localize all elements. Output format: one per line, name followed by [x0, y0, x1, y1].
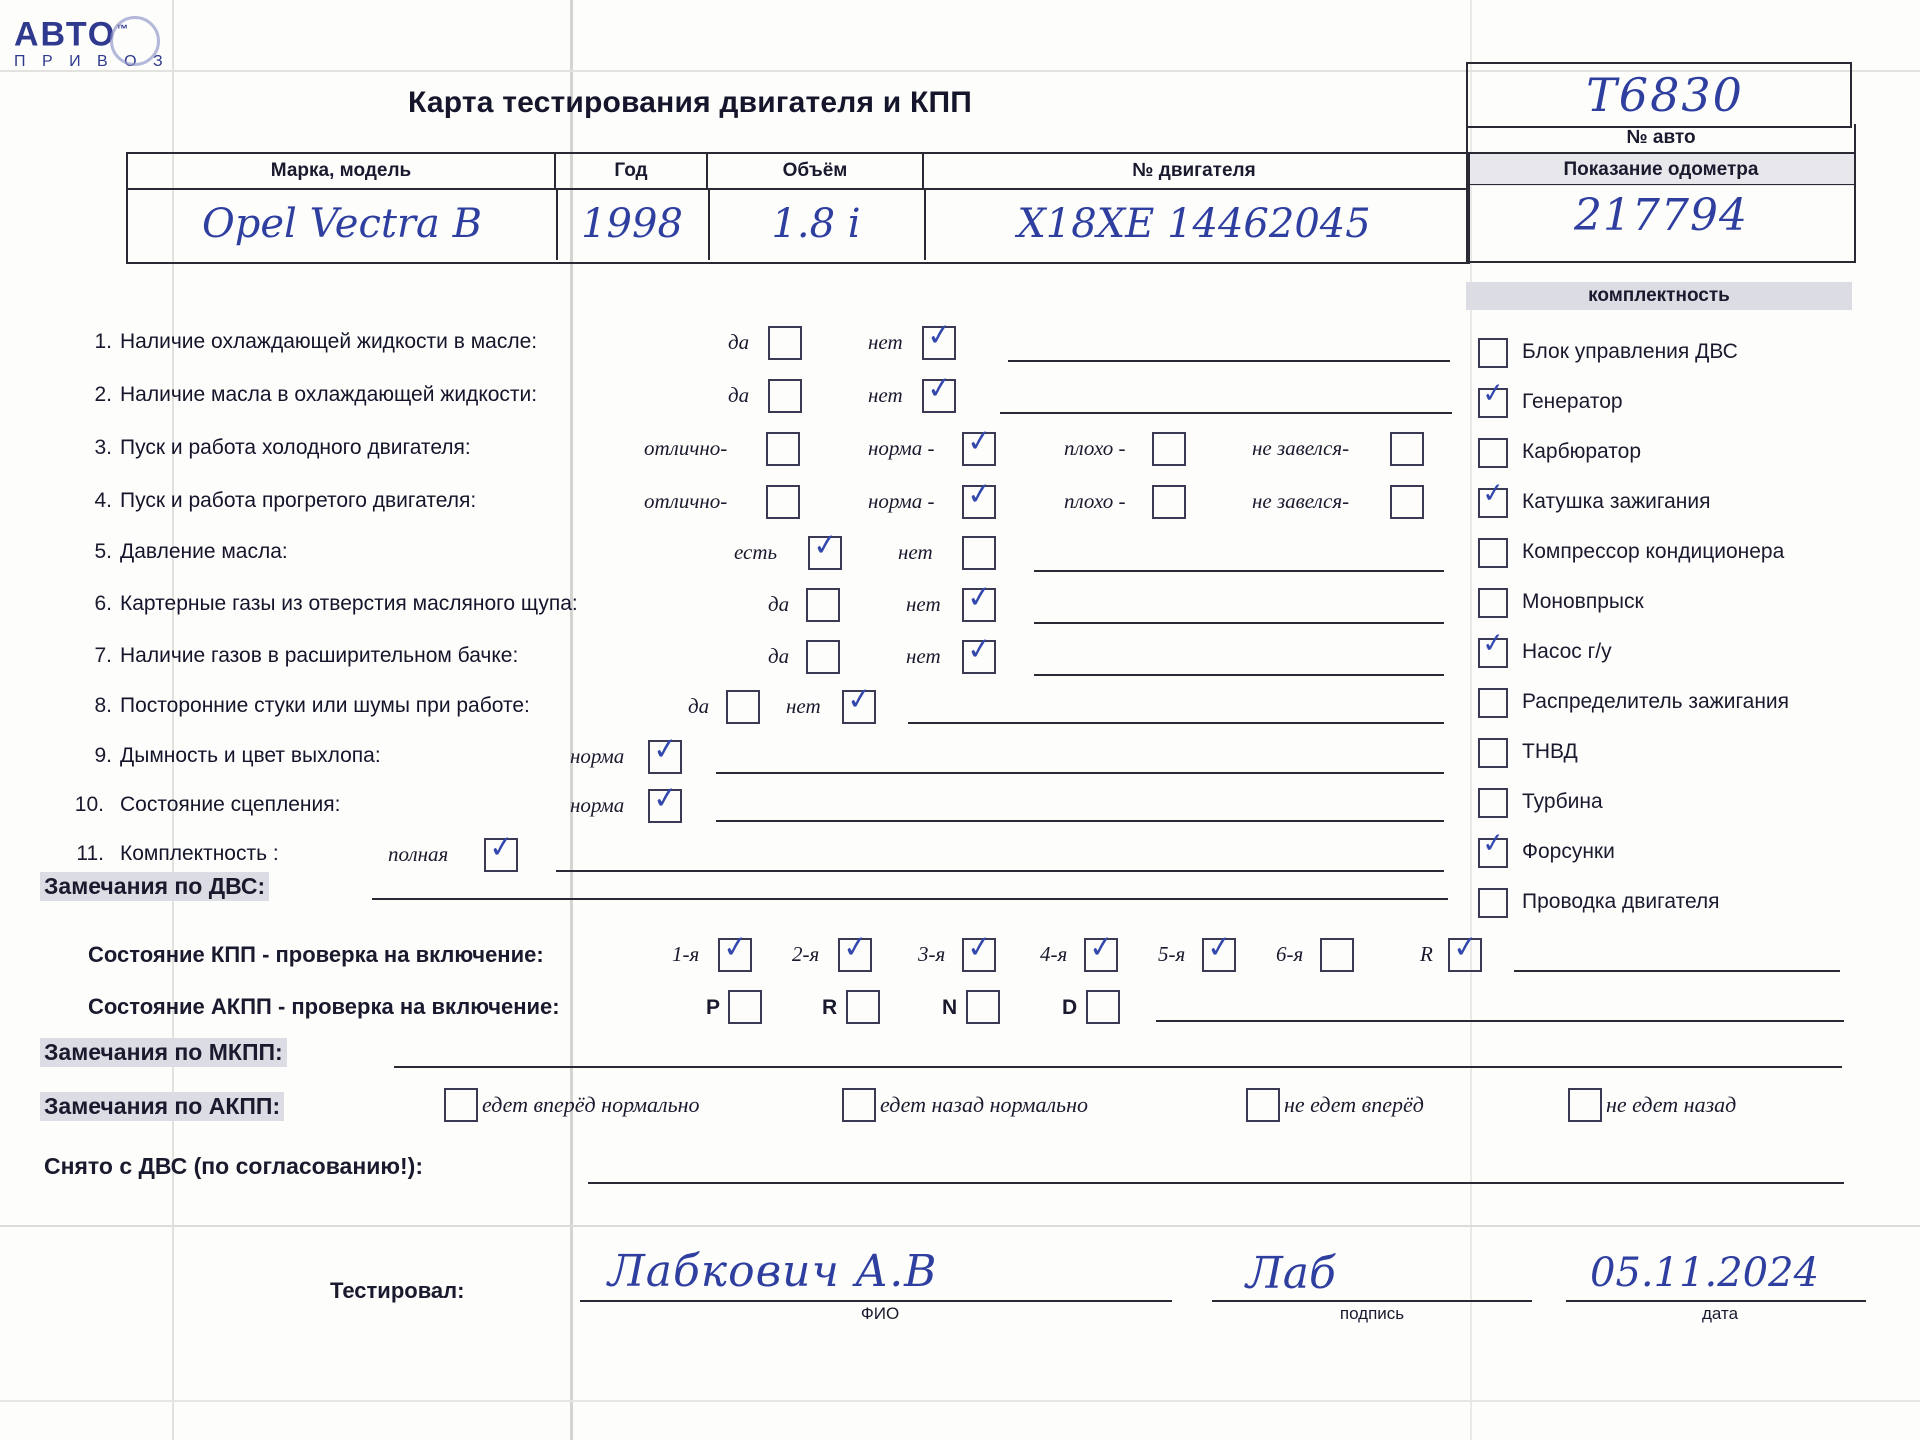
logo-sub-text: П Р И В О З	[14, 53, 169, 71]
list-item-2-label: Наличие масла в охлаждающей жидкости:	[120, 383, 538, 406]
akpp-label: Состояние АКПП - проверка на включение:	[88, 994, 560, 1019]
date-line	[1566, 1300, 1866, 1302]
date-value: 05.11.2024	[1590, 1250, 1820, 1296]
check-mark-icon: ✓	[487, 828, 516, 867]
option-label: не завелся-	[1252, 489, 1350, 513]
list-item-9-label: Дымность и цвет выхлопа:	[120, 744, 381, 767]
notes-mkpp-label: Замечания по МКПП:	[40, 1038, 287, 1067]
checkbox-3-otlichno[interactable]	[766, 432, 800, 466]
akpp-pos-r-label: R	[822, 996, 838, 1019]
option-label: нет	[906, 644, 941, 668]
completeness-checkbox[interactable]	[1478, 626, 1508, 668]
option-label: отлично-	[644, 489, 728, 513]
check-mark-icon: ✓	[965, 928, 994, 967]
gear-label-3: 3-я	[918, 942, 946, 966]
option-label: нет	[906, 592, 941, 616]
akpp-pos-n-label: N	[942, 996, 958, 1019]
completeness-checkbox[interactable]	[1478, 338, 1508, 368]
drive-option-label-0: едет вперёд нормально	[482, 1092, 700, 1117]
odometer-label: Показание одометра	[1466, 152, 1856, 186]
option-label: нет	[786, 694, 821, 718]
akpp-note-line	[1156, 1020, 1844, 1022]
checkbox-10-norma[interactable]	[648, 779, 682, 823]
checkbox-4-ploho[interactable]	[1152, 485, 1186, 519]
completeness-label: Блок управления ДВС	[1522, 340, 1738, 363]
checkbox-6-da[interactable]	[806, 588, 840, 622]
option-label: да	[728, 330, 750, 354]
option-label: плохо -	[1064, 436, 1126, 460]
check-mark-icon: ✓	[1480, 376, 1507, 411]
checkbox-4-norma[interactable]	[962, 475, 996, 519]
completeness-label: ТНВД	[1522, 740, 1578, 763]
completeness-label: Генератор	[1522, 390, 1623, 413]
checkbox-3-norma[interactable]	[962, 422, 996, 466]
checkbox-8-net[interactable]	[842, 680, 876, 724]
notes-dvs-line	[372, 898, 1448, 900]
option-label: норма	[570, 793, 625, 817]
completeness-label: Турбина	[1522, 790, 1603, 813]
note-line-2	[1000, 412, 1452, 414]
checkbox-7-net[interactable]	[962, 630, 996, 674]
option-label: норма -	[868, 489, 935, 513]
checkbox-gear-r[interactable]	[1448, 928, 1482, 972]
completeness-checkbox[interactable]	[1478, 688, 1508, 718]
check-mark-icon: ✓	[925, 369, 954, 408]
checkbox-gear-3[interactable]	[962, 928, 996, 972]
list-item-8-label: Посторонние стуки или шумы при работе:	[120, 694, 530, 717]
list-number: 3.	[94, 436, 112, 459]
check-mark-icon: ✓	[651, 779, 680, 818]
completeness-checkbox[interactable]	[1478, 788, 1508, 818]
fold-line-bottom	[0, 1225, 1920, 1227]
check-mark-icon: ✓	[811, 526, 840, 565]
checkbox-4-otlichno[interactable]	[766, 485, 800, 519]
list-item-6-label: Картерные газы из отверстия масляного щупа:	[120, 592, 578, 615]
checkbox-gear-1[interactable]	[718, 928, 752, 972]
car-number-value: Т6830	[1586, 68, 1744, 122]
page-title: Карта тестирования двигателя и КПП	[408, 86, 972, 119]
completeness-label: Насос г/у	[1522, 640, 1612, 663]
list-number: 7.	[94, 644, 112, 667]
completeness-checkbox[interactable]	[1478, 476, 1508, 518]
completeness-label: Форсунки	[1522, 840, 1615, 863]
value-year: 1998	[581, 201, 683, 247]
option-label: норма -	[868, 436, 935, 460]
akpp-pos-d-label: D	[1062, 996, 1078, 1019]
list-item-5-label: Давление масла:	[120, 540, 288, 563]
completeness-label: Моновпрыск	[1522, 590, 1644, 613]
note-line-5	[1034, 570, 1444, 572]
check-mark-icon: ✓	[721, 928, 750, 967]
check-mark-icon: ✓	[1451, 928, 1480, 967]
signature-value: Лаб	[1246, 1248, 1336, 1299]
checkbox-3-ploho[interactable]	[1152, 432, 1186, 466]
gear-label-5: 5-я	[1158, 942, 1186, 966]
checkbox-7-da[interactable]	[806, 640, 840, 674]
completeness-label: Проводка двигателя	[1522, 890, 1720, 913]
col-header-engineno: № двигателя	[1132, 160, 1256, 181]
note-line-9	[716, 772, 1444, 774]
list-item-7-label: Наличие газов в расширительном бачке:	[120, 644, 519, 667]
checkbox-gear-4[interactable]	[1084, 928, 1118, 972]
odometer-value: 217794	[1574, 190, 1748, 241]
value-volume: 1.8 i	[771, 201, 861, 247]
gear-label-2: 2-я	[792, 942, 820, 966]
completeness-checkbox[interactable]	[1478, 826, 1508, 868]
value-model: Opel Vectra B	[201, 201, 483, 247]
check-mark-icon: ✓	[845, 680, 874, 719]
checkbox-gear-2[interactable]	[838, 928, 872, 972]
note-line-6	[1034, 622, 1444, 624]
check-mark-icon: ✓	[965, 630, 994, 669]
list-item-1-label: Наличие охлаждающей жидкости в масле:	[120, 330, 538, 353]
checkbox-akpp-p[interactable]	[728, 990, 762, 1024]
completeness-checkbox[interactable]	[1478, 888, 1508, 918]
option-label: да	[728, 383, 750, 407]
check-mark-icon: ✓	[1480, 476, 1507, 511]
list-number: 5.	[94, 540, 112, 563]
completeness-checkbox[interactable]	[1478, 376, 1508, 418]
list-item-4-label: Пуск и работа прогретого двигателя:	[120, 489, 477, 512]
list-number: 4.	[94, 489, 112, 512]
option-label: да	[688, 694, 710, 718]
checkbox-akpp-d[interactable]	[1086, 990, 1120, 1024]
check-mark-icon: ✓	[841, 928, 870, 967]
checkbox-drive-back-ok[interactable]	[842, 1088, 876, 1122]
completeness-checkbox[interactable]	[1478, 738, 1508, 768]
note-line-1	[1008, 360, 1450, 362]
col-header-volume: Объём	[708, 154, 924, 188]
list-item-11-label: Комплектность :	[120, 842, 279, 865]
completeness-checkbox[interactable]	[1478, 438, 1508, 468]
option-label: нет	[868, 383, 903, 407]
check-mark-icon: ✓	[1087, 928, 1116, 967]
checkbox-11-polnaya[interactable]	[484, 828, 518, 872]
logo	[14, 12, 174, 84]
value-engineno: X18XE 14462045	[1017, 201, 1371, 247]
option-label: нет	[868, 330, 903, 354]
kpp-label: Состояние КПП - проверка на включение:	[88, 942, 544, 967]
kpp-note-line	[1514, 970, 1840, 972]
fio-caption: ФИО	[860, 1304, 900, 1323]
checkbox-6-net[interactable]	[962, 578, 996, 622]
col-header-year: Год	[556, 154, 708, 188]
notes-dvs-label: Замечания по ДВС:	[40, 872, 269, 901]
signature-line	[1212, 1300, 1532, 1302]
checkbox-5-net[interactable]	[962, 536, 996, 570]
date-caption: дата	[1701, 1304, 1739, 1323]
checkbox-5-est[interactable]	[808, 526, 842, 570]
list-number: 11.	[76, 842, 104, 865]
checkbox-no-drive-forward[interactable]	[1246, 1088, 1280, 1122]
checkbox-2-net[interactable]	[922, 369, 956, 413]
check-mark-icon: ✓	[651, 730, 680, 769]
drive-option-label-3: не едет назад	[1606, 1092, 1737, 1117]
logo-tm: ™	[116, 22, 131, 36]
signature-caption: подпись	[1339, 1304, 1405, 1323]
checkbox-8-da[interactable]	[726, 690, 760, 724]
completeness-checkbox[interactable]	[1478, 538, 1508, 568]
drive-option-label-1: едет назад нормально	[880, 1092, 1088, 1117]
removed-label: Снято с ДВС (по согласованию!):	[44, 1153, 423, 1179]
col-header-model: Марка, модель	[128, 154, 556, 188]
akpp-pos-p-label: P	[706, 996, 721, 1019]
gear-label-1: 1-я	[672, 942, 700, 966]
checkbox-gear-5[interactable]	[1202, 928, 1236, 972]
removed-line	[588, 1182, 1844, 1184]
completeness-label: Распределитель зажигания	[1522, 690, 1790, 713]
option-label: нет	[898, 540, 933, 564]
checkbox-4-nezavelsya[interactable]	[1390, 485, 1424, 519]
list-number: 10.	[74, 793, 104, 816]
checkbox-1-da[interactable]	[768, 326, 802, 360]
option-label: есть	[734, 540, 778, 564]
gear-label-4: 4-я	[1040, 942, 1068, 966]
checkbox-akpp-n[interactable]	[966, 990, 1000, 1024]
option-label: отлично-	[644, 436, 728, 460]
checkbox-no-drive-back[interactable]	[1568, 1088, 1602, 1122]
car-number-label: № авто	[1466, 124, 1856, 152]
checkbox-gear-6[interactable]	[1320, 938, 1354, 972]
option-label: не завелся-	[1252, 436, 1350, 460]
completeness-label: Карбюратор	[1522, 440, 1642, 463]
notes-mkpp-line	[394, 1066, 1842, 1068]
checkbox-drive-forward-ok[interactable]	[444, 1088, 478, 1122]
checkbox-akpp-r[interactable]	[846, 990, 880, 1024]
tester-name-value: Лабкович А.В	[608, 1246, 938, 1297]
option-label: да	[768, 644, 790, 668]
fio-line	[580, 1300, 1172, 1302]
check-mark-icon: ✓	[925, 316, 954, 355]
list-number: 6.	[94, 592, 112, 615]
checkbox-2-da[interactable]	[768, 379, 802, 413]
completeness-checkbox[interactable]	[1478, 588, 1508, 618]
note-line-11	[556, 870, 1444, 872]
tested-by-label: Тестировал:	[330, 1278, 465, 1303]
gear-label-6: 6-я	[1276, 942, 1304, 966]
check-mark-icon: ✓	[1480, 626, 1507, 661]
list-number: 9.	[94, 744, 112, 767]
list-number: 8.	[94, 694, 112, 717]
list-number: 2.	[94, 383, 112, 406]
note-line-8	[908, 722, 1444, 724]
list-item-10-label: Состояние сцепления:	[120, 793, 341, 816]
option-label: полная	[388, 842, 449, 866]
option-label: да	[768, 592, 790, 616]
checkbox-1-net[interactable]	[922, 316, 956, 360]
note-line-7	[1034, 674, 1444, 676]
drive-option-label-2: не едет вперёд	[1284, 1092, 1424, 1117]
completeness-label: Компрессор кондиционера	[1522, 540, 1785, 563]
notes-akpp-label: Замечания по АКПП:	[40, 1092, 284, 1121]
logo-ring-icon	[110, 16, 160, 66]
list-item-3-label: Пуск и работа холодного двигателя:	[120, 436, 471, 459]
completeness-header: комплектность	[1466, 282, 1852, 310]
vehicle-header-table	[126, 152, 1470, 264]
check-mark-icon: ✓	[965, 422, 994, 461]
checkbox-9-norma[interactable]	[648, 730, 682, 774]
check-mark-icon: ✓	[965, 475, 994, 514]
checkbox-3-nezavelsya[interactable]	[1390, 432, 1424, 466]
gear-label-r: R	[1420, 942, 1433, 966]
check-mark-icon: ✓	[965, 578, 994, 617]
fold-line-bottom2	[0, 1400, 1920, 1402]
option-label: норма	[570, 744, 625, 768]
note-line-10	[716, 820, 1444, 822]
completeness-label: Катушка зажигания	[1522, 490, 1711, 513]
list-number: 1.	[94, 330, 112, 353]
logo-brand-text: АВТО	[14, 15, 117, 54]
option-label: плохо -	[1064, 489, 1126, 513]
check-mark-icon: ✓	[1205, 928, 1234, 967]
check-mark-icon: ✓	[1480, 826, 1507, 861]
